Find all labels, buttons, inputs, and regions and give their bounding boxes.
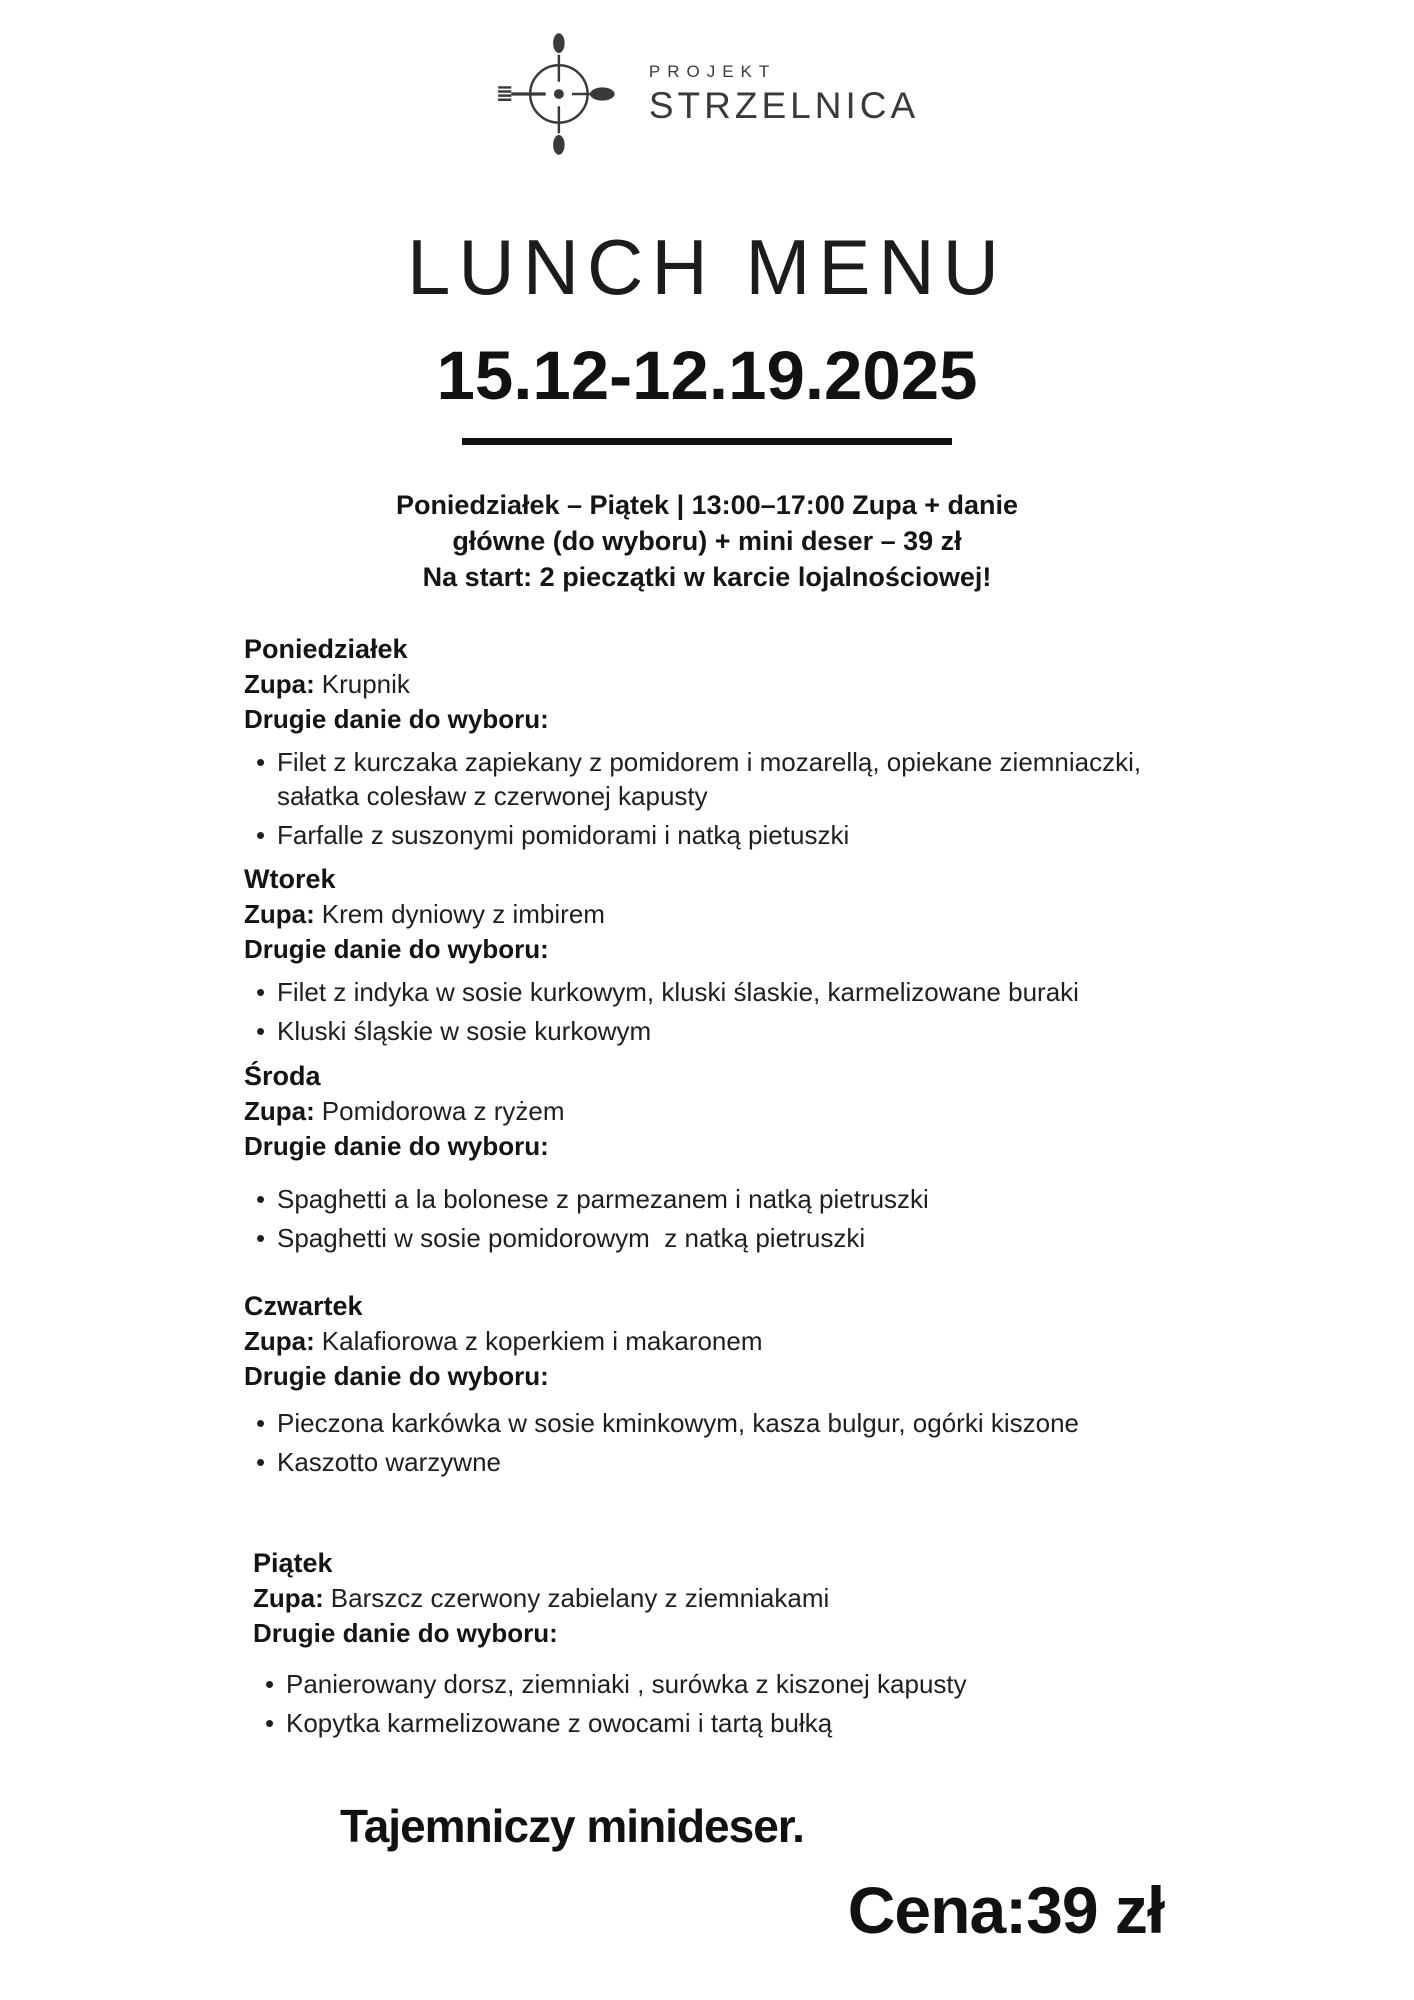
day-section-wtorek: [244, 862, 1079, 1053]
logo-text: [649, 62, 919, 127]
dish-item: • Farfalle z suszonymi pomidorami i natką pietuszki: [244, 818, 1227, 852]
dish-item: • Kluski śląskie w sosie kurkowym: [244, 1014, 1079, 1048]
dish-item: • Spaghetti w sosie pomidorowym z natką pietruszki: [244, 1221, 929, 1255]
day-section-piatek: [253, 1546, 967, 1745]
soup-line: [244, 897, 1079, 932]
day-title: Środa: [244, 1061, 321, 1091]
page-title: LUNCH MENU: [406, 223, 1008, 311]
soup-line: [244, 1094, 929, 1129]
logo-line-strzelnica: STRZELNICA: [648, 84, 920, 126]
soup-label: Zupa:: [244, 669, 315, 699]
dish-list: [244, 1406, 1079, 1479]
day-section-sroda: [244, 1059, 929, 1260]
soup-label: Zupa:: [253, 1583, 324, 1613]
soup-line: [244, 1324, 1079, 1359]
info-block: [0, 487, 1414, 595]
price-text: Cena:39 zł: [847, 1873, 1165, 1947]
logo-line-projekt: PROJEKT: [648, 61, 777, 81]
soup-value: Kalafiorowa z koperkiem i makaronem: [321, 1326, 763, 1356]
soup-line: [253, 1581, 967, 1616]
second-course-label: Drugie danie do wyboru:: [244, 1361, 549, 1391]
soup-label: Zupa:: [244, 899, 315, 929]
crosshair-cutlery-icon: [495, 32, 623, 156]
dish-list: [253, 1667, 967, 1740]
dish-list: [244, 745, 1227, 852]
day-title: Wtorek: [244, 864, 336, 894]
date-range: 15.12-12.19.2025: [436, 337, 978, 414]
second-course-label: Drugie danie do wyboru:: [244, 934, 549, 964]
dish-item: • Kopytka karmelizowane z owocami i tartą bułką: [253, 1706, 967, 1740]
info-line-loyalty: Na start: 2 pieczątki w karcie lojalnościowej!: [422, 562, 992, 592]
soup-value: Krem dyniowy z imbirem: [321, 899, 605, 929]
info-line-price: główne (do wyboru) + mini deser – 39 zł: [452, 526, 962, 556]
logo: [495, 32, 919, 156]
soup-label: Zupa:: [244, 1326, 315, 1356]
day-title: Piątek: [253, 1548, 333, 1578]
soup-value: Barszcz czerwony zabielany z ziemniakami: [330, 1583, 830, 1613]
day-title: Poniedziałek: [244, 634, 408, 664]
day-title: Czwartek: [244, 1291, 363, 1321]
second-course-label: Drugie danie do wyboru:: [253, 1618, 558, 1648]
info-line-hours: Poniedziałek – Piątek | 13:00–17:00 Zupa + danie: [395, 490, 1019, 520]
day-section-czwartek: [244, 1289, 1079, 1484]
dish-list: [244, 1182, 929, 1255]
dish-item: • Filet z kurczaka zapiekany z pomidorem i mozarellą, opiekane ziemniaczki, sałatka colesław z czerwonej kapusty: [244, 745, 1227, 813]
dish-list: [244, 975, 1079, 1048]
second-course-label: Drugie danie do wyboru:: [244, 704, 549, 734]
second-course-label: Drugie danie do wyboru:: [244, 1131, 549, 1161]
dessert-note: Tajemniczy minideser.: [340, 1800, 804, 1852]
day-section-poniedzialek: [244, 632, 1227, 857]
dish-item: • Pieczona karkówka w sosie kminkowym, kasza bulgur, ogórki kiszone: [244, 1406, 1079, 1440]
soup-line: [244, 667, 1227, 702]
dish-item: • Kaszotto warzywne: [244, 1445, 1079, 1479]
divider-line: [462, 438, 952, 445]
dish-item: • Filet z indyka w sosie kurkowym, kluski ślaskie, karmelizowane buraki: [244, 975, 1079, 1009]
dish-item: • Panierowany dorsz, ziemniaki , surówka z kiszonej kapusty: [253, 1667, 967, 1701]
soup-value: Pomidorowa z ryżem: [321, 1096, 565, 1126]
soup-label: Zupa:: [244, 1096, 315, 1126]
soup-value: Krupnik: [321, 669, 410, 699]
dish-item: • Spaghetti a la bolonese z parmezanem i natką pietruszki: [244, 1182, 929, 1216]
